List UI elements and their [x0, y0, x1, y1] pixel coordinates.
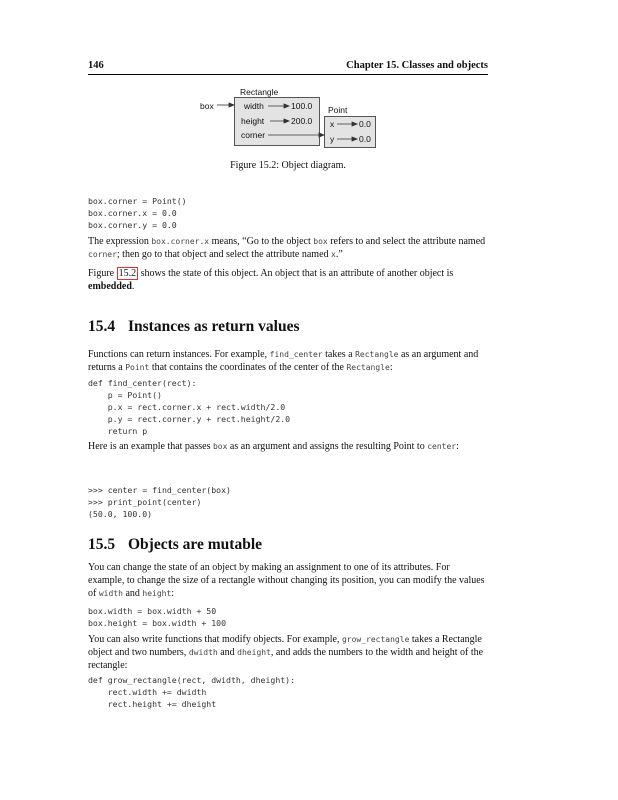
code-line: rect.height += dheight: [88, 699, 217, 709]
code-line: box.width = box.width + 50: [88, 606, 217, 616]
section-heading-15-5: 15.5 Objects are mutable: [88, 536, 263, 553]
code-line: box.corner.x = 0.0: [88, 208, 177, 218]
code-line: box.corner = Point(): [88, 196, 187, 206]
code-line: p.y = rect.corner.y + rect.height/2.0: [88, 414, 291, 424]
width-value: 100.0: [291, 101, 313, 111]
code-line: p = Point(): [88, 390, 162, 400]
height-value: 200.0: [291, 116, 313, 126]
x-value: 0.0: [359, 119, 371, 129]
box-label: box: [200, 101, 214, 111]
corner-attr: corner: [241, 130, 266, 140]
term-embedded: embedded: [88, 281, 132, 292]
y-attr: y: [330, 134, 335, 144]
paragraph-return-instances: Functions can return instances. For example, find_center takes a Rectangle as an argument and returns a Point that contains the coordinates of the center of the Rectangle:: [88, 349, 479, 373]
code-line: box.height = box.width + 100: [88, 618, 227, 628]
code-line: box.corner.y = 0.0: [88, 220, 177, 230]
figure-caption: Figure 15.2: Object diagram.: [230, 160, 346, 171]
paragraph-example: Here is an example that passes box as an argument and assigns the resulting Point to center:: [88, 441, 459, 452]
section-heading-15-4: 15.4 Instances as return values: [88, 318, 300, 335]
code-line: def find_center(rect):: [88, 378, 197, 388]
x-attr: x: [330, 119, 335, 129]
code-line: >>> print_point(center): [88, 497, 202, 507]
code-block-find-center: [88, 377, 290, 437]
y-value: 0.0: [359, 134, 371, 144]
page-number: 146: [88, 60, 104, 71]
running-header: Chapter 15. Classes and objects: [346, 60, 488, 71]
height-attr: height: [241, 116, 265, 126]
width-attr: width: [244, 101, 264, 111]
figure-link[interactable]: 15.2: [118, 268, 137, 279]
code-line: rect.width += dwidth: [88, 687, 207, 697]
paragraph-expression: The expression box.corner.x means, “Go to the object box refers to and select the attribute named corner; then go to that object and select the attribute named x.”: [88, 236, 486, 260]
code-block-center: [88, 484, 231, 520]
code-line: (50.0, 100.0): [88, 509, 153, 519]
code-line: return p: [88, 426, 148, 436]
code-block-1: [88, 195, 187, 231]
code-block-grow-rectangle: [88, 674, 295, 710]
code-line: p.x = rect.corner.x + rect.width/2.0: [88, 402, 286, 412]
paragraph-mutable: You can change the state of an object by making an assignment to one of its attributes. For example, to change the size of a rectangle without changing its position, you can modify the values of width and height:: [88, 562, 485, 599]
code-line: >>> center = find_center(box): [88, 485, 231, 495]
paragraph-grow-rectangle: You can also write functions that modify objects. For example, grow_rectangle takes a Rectangle object and two numbers, dwidth and dheight, and adds the numbers to the width and height of the rectangle:: [88, 634, 484, 671]
rectangle-title: Rectangle: [240, 87, 279, 97]
code-block-mutate: [88, 605, 226, 629]
code-line: def grow_rectangle(rect, dwidth, dheight):: [88, 675, 296, 685]
point-title: Point: [328, 105, 348, 115]
paragraph-embedded: Figure 15.2 shows the state of this object. An object that is an attribute of another object is embedded.: [88, 268, 454, 292]
